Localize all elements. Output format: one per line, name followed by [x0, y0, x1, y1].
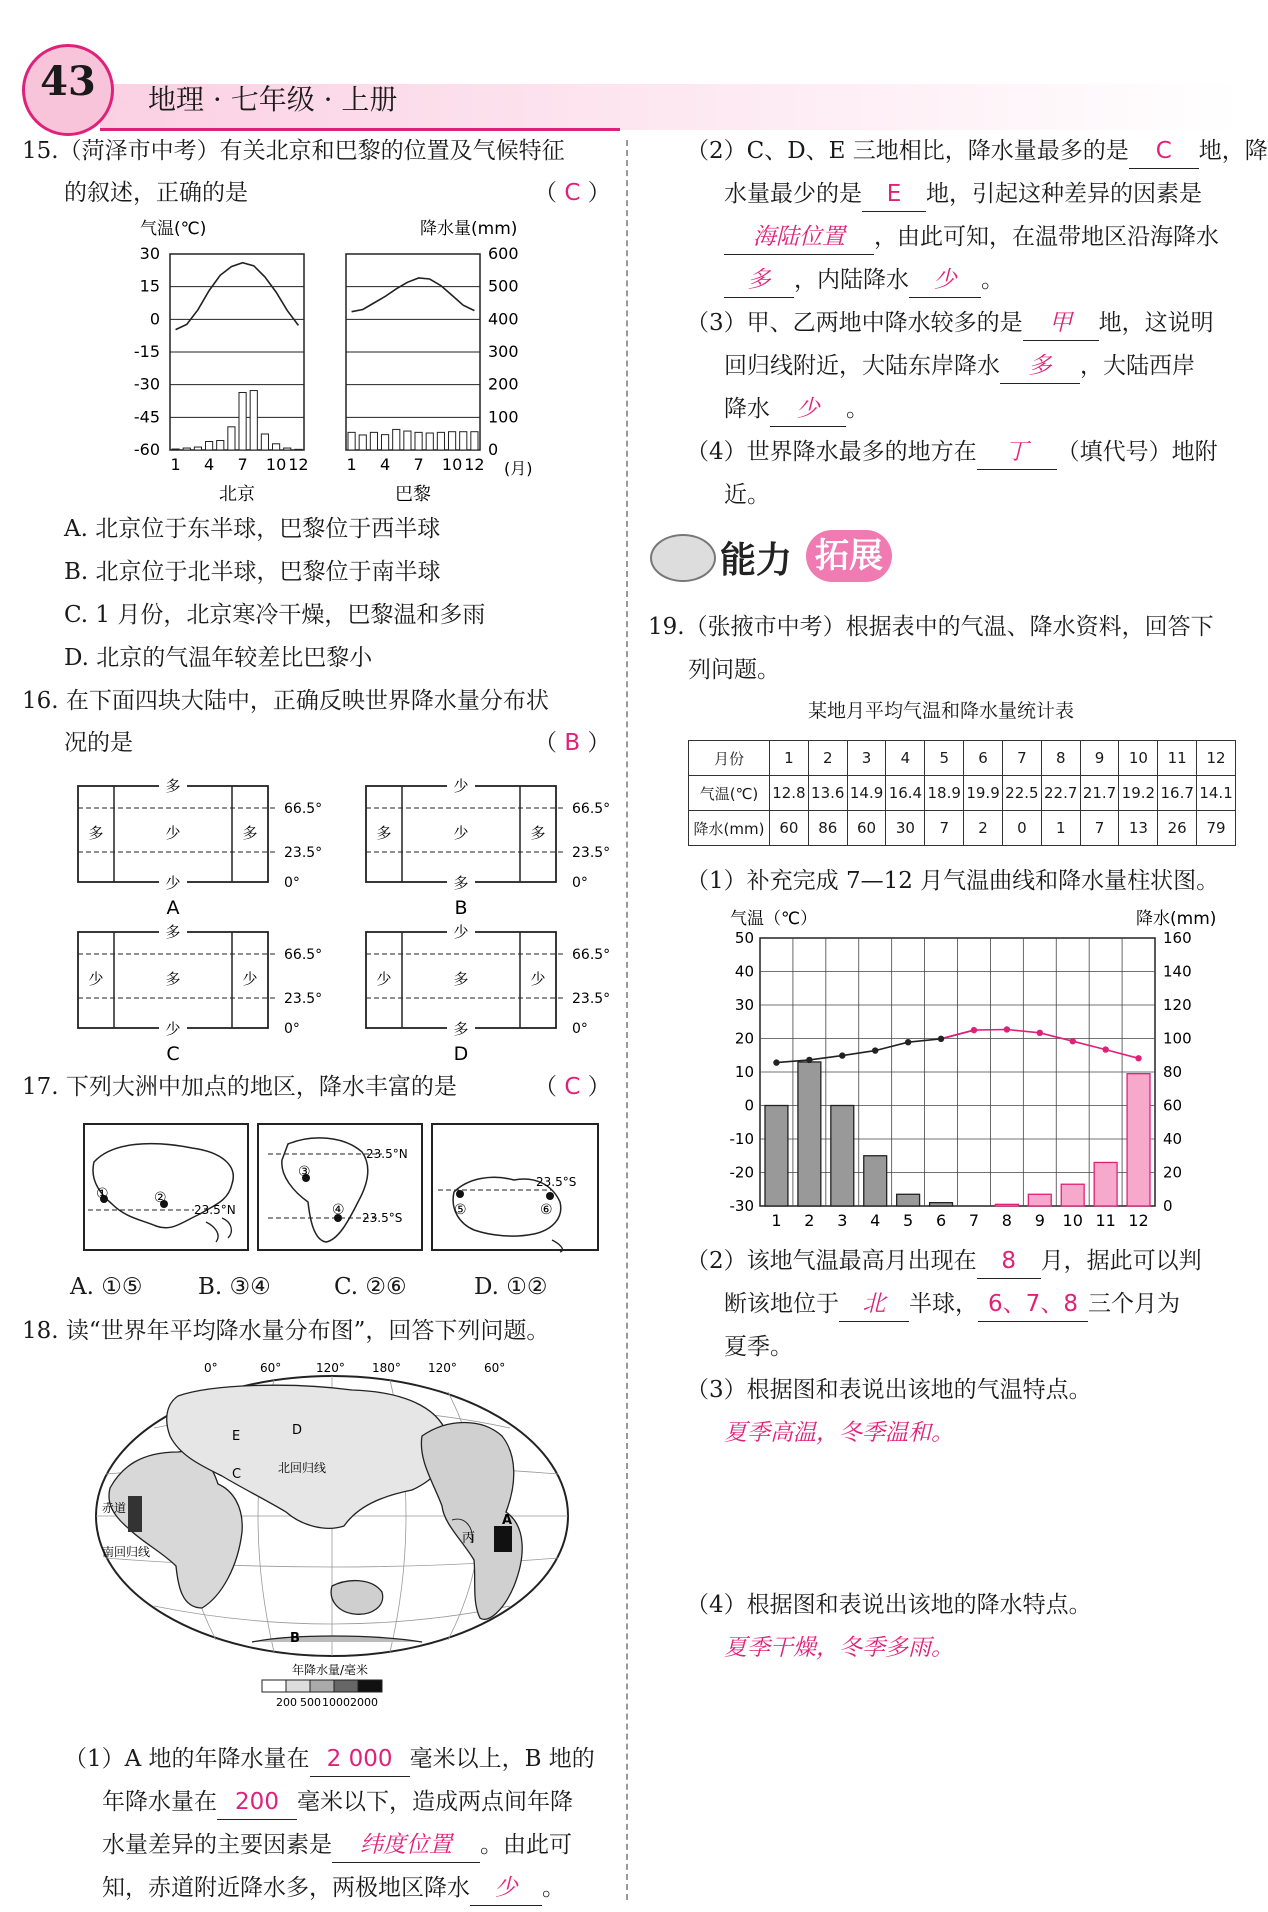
- q19-blank-3[interactable]: 6、7、8: [978, 1287, 1088, 1322]
- svg-text:⑥: ⑥: [540, 1202, 553, 1218]
- q18-blank-8[interactable]: 多: [724, 263, 794, 298]
- q18-blank-7[interactable]: 海陆位置: [724, 220, 874, 255]
- svg-text:③: ③: [298, 1164, 311, 1180]
- month-cell: 10: [1119, 741, 1158, 776]
- precip-cell: 1: [1041, 811, 1080, 846]
- q19-climate-chart: [730, 906, 1230, 1236]
- temp-cell: 16.4: [886, 776, 925, 811]
- q18-world-precip-map: [82, 1356, 582, 1716]
- precip-tick: 0: [488, 440, 499, 459]
- temp-cell: 22.5: [1002, 776, 1041, 811]
- month-cell: 11: [1158, 741, 1197, 776]
- temp-cell: 19.9: [964, 776, 1003, 811]
- precip-bar: [172, 449, 179, 450]
- q17-option-b: B. ③④: [198, 1274, 271, 1300]
- precip-right-label: 少: [242, 970, 258, 988]
- map-lon-4: 120°: [428, 1361, 457, 1375]
- month-unit: (月): [504, 459, 533, 478]
- q19-p3-answer: 夏季高温，冬季温和。: [724, 1420, 954, 1446]
- month-tick: 6: [935, 1211, 947, 1230]
- page-number: 43: [40, 58, 96, 105]
- month-cell: 1: [770, 741, 809, 776]
- q15-stem-line2: 的叙述，正确的是: [64, 180, 248, 206]
- precip-bar: [261, 434, 268, 450]
- temp-tick: 30: [734, 996, 754, 1014]
- precip-bar: [183, 448, 190, 450]
- temp-tick: -10: [729, 1130, 754, 1148]
- temp-cell: 12.8: [770, 776, 809, 811]
- map-legend-1000: 1000: [322, 1696, 350, 1709]
- latitude-label: 66.5°: [572, 947, 611, 963]
- q15-option-b: B. 北京位于北半球，巴黎位于南半球: [64, 559, 441, 585]
- precip-cell: 79: [1197, 811, 1236, 846]
- precip-bar: [426, 433, 433, 450]
- q17-lat-label-4: 23.5°S: [536, 1175, 577, 1189]
- svg-text:②: ②: [154, 1190, 167, 1206]
- q19-blank-1[interactable]: 8: [977, 1244, 1041, 1279]
- precip-bar: [284, 448, 291, 450]
- month-cell: 5: [925, 741, 964, 776]
- temp-cell: 14.9: [847, 776, 886, 811]
- month-tick: 1: [771, 1211, 782, 1230]
- month-tick: 12: [1128, 1211, 1149, 1230]
- precip-center-label: 多: [165, 970, 181, 988]
- precip-bar: [415, 432, 422, 450]
- month-tick: 1: [170, 455, 181, 474]
- temp-point: [1135, 1055, 1141, 1061]
- precip-bar: [348, 432, 355, 450]
- city-label-paris: 巴黎: [395, 484, 431, 505]
- map-lon-3: 180°: [372, 1361, 401, 1375]
- precip-bar: [295, 449, 302, 450]
- q17-stem: 17. 下列大洲中加点的地区，降水丰富的是: [22, 1074, 457, 1100]
- temp-point: [872, 1047, 878, 1053]
- q19-stat-table: [688, 740, 1236, 846]
- month-tick: 7: [237, 455, 248, 474]
- temp-point: [1070, 1038, 1076, 1044]
- precip-tick: 80: [1163, 1063, 1183, 1081]
- temp-tick: -60: [133, 440, 160, 459]
- svg-text:①: ①: [96, 1186, 109, 1202]
- month-cell: 6: [964, 741, 1003, 776]
- svg-text:⑤: ⑤: [454, 1202, 467, 1218]
- q17-map-asia: [84, 1124, 248, 1250]
- precip-tick: 60: [1163, 1096, 1183, 1115]
- precip-bottom-label: 多: [453, 874, 469, 892]
- precip-cell: 7: [1080, 811, 1119, 846]
- map-equator-label: 赤道: [102, 1501, 127, 1515]
- q17-map-africa: [258, 1124, 422, 1250]
- city-label-beijing: 北京: [219, 484, 255, 505]
- precip-bar: [370, 432, 377, 450]
- q18-p1-line2: 年降水量在 200 毫米以下，造成两点间年降: [102, 1781, 573, 1824]
- q19-p4: （4）根据图和表说出该地的降水特点。: [686, 1592, 1092, 1618]
- section-title-b: 拓展: [806, 530, 892, 582]
- q19-p1: （1）补充完成 7—12 月气温曲线和降水量柱状图。: [686, 868, 1220, 894]
- precip-right-label: 多: [242, 824, 258, 842]
- diagram-label: A: [166, 897, 180, 919]
- q18-blank-10[interactable]: 甲: [1023, 306, 1099, 341]
- precip-bar: [897, 1194, 920, 1206]
- month-tick: 1: [346, 455, 357, 474]
- row-label: 月份: [689, 741, 770, 776]
- precip-cell: 13: [1119, 811, 1158, 846]
- temp-point: [905, 1039, 911, 1045]
- precip-cell: 7: [925, 811, 964, 846]
- precip-tick: 0: [1163, 1197, 1173, 1215]
- q15-stem-line1: 15.（菏泽市中考）有关北京和巴黎的位置及气候特征: [22, 138, 565, 164]
- latitude-label: 66.5°: [284, 801, 323, 817]
- temp-tick: 20: [734, 1029, 754, 1048]
- map-legend-scale: [262, 1680, 382, 1692]
- temp-point: [773, 1059, 779, 1065]
- temp-point: [839, 1052, 845, 1058]
- temp-point: [1102, 1046, 1108, 1052]
- latitude-label: 66.5°: [284, 947, 323, 963]
- latitude-label: 23.5°: [284, 845, 323, 861]
- q18-p2-line1: （2）C、D、E 三地相比，降水量最多的是 C 地，降: [686, 130, 1268, 173]
- table-row-temps: [689, 776, 1236, 811]
- precip-top-label: 少: [453, 923, 469, 941]
- temp-point: [938, 1036, 944, 1042]
- latitude-label: 23.5°: [284, 991, 323, 1007]
- month-tick: 7: [968, 1211, 980, 1230]
- left-axis-label: 气温(℃): [140, 219, 207, 239]
- q16-answer: B: [564, 730, 581, 756]
- svg-text:丙: 丙: [462, 1531, 476, 1546]
- precip-bar: [798, 1062, 821, 1206]
- temp-tick: 30: [139, 244, 160, 263]
- q18-stem: 18. 读“世界年平均降水量分布图”，回答下列问题。: [22, 1318, 550, 1344]
- precip-cell: 0: [1002, 811, 1041, 846]
- temp-point: [1037, 1030, 1043, 1036]
- q17-option-c: C. ②⑥: [334, 1274, 407, 1300]
- diagram-label: B: [454, 897, 468, 919]
- q18-blank-5[interactable]: C: [1129, 134, 1199, 169]
- q15-option-a: A. 北京位于东半球，巴黎位于西半球: [64, 516, 441, 542]
- temp-cell: 14.1: [1197, 776, 1236, 811]
- precip-bar: [437, 432, 444, 450]
- precip-left-label: 多: [376, 824, 392, 842]
- temp-cell: 13.6: [808, 776, 847, 811]
- q17-maps: [82, 1122, 602, 1256]
- precip-top-label: 多: [165, 923, 181, 941]
- precip-tick: 400: [488, 309, 519, 329]
- q18-p4-line1: （4）世界降水最多的地方在 丁 （填代号）地附: [686, 431, 1218, 474]
- precip-bar: [217, 441, 224, 450]
- right-axis-label: 降水量(mm): [420, 219, 518, 239]
- temp-tick: 15: [139, 276, 160, 296]
- month-tick: 4: [203, 455, 215, 474]
- q17-option-d: D. ①②: [474, 1274, 548, 1300]
- q17-answer-paren: （ C ）: [534, 1074, 611, 1100]
- month-cell: 9: [1080, 741, 1119, 776]
- q17-option-a: A. ①⑤: [70, 1274, 143, 1300]
- q18-p1-line1: （1）A 地的年降水量在 2 000 毫米以上，B 地的: [64, 1738, 595, 1781]
- q18-blank-12[interactable]: 少: [770, 392, 846, 427]
- q19-p2-line2: 断该地位于 北 半球， 6、7、8 三个月为: [724, 1283, 1180, 1326]
- diagram-label: C: [166, 1043, 180, 1065]
- month-tick: 3: [837, 1211, 848, 1230]
- precip-bar: [1127, 1074, 1150, 1206]
- svg-text:C: C: [232, 1467, 242, 1482]
- q19-p3: （3）根据图和表说出该地的气温特点。: [686, 1377, 1092, 1403]
- q16-stem-line2: 况的是: [64, 730, 133, 756]
- temp-point: [806, 1057, 812, 1063]
- q19-p4-answer: 夏季干燥，冬季多雨。: [724, 1635, 954, 1661]
- map-tropic-label: 北回归线: [278, 1461, 327, 1475]
- svg-text:B: B: [290, 1631, 300, 1646]
- precip-bar: [239, 393, 246, 450]
- precip-bar: [765, 1106, 788, 1207]
- month-tick: 10: [441, 455, 463, 474]
- q15-answer-paren: （ C ）: [534, 180, 611, 206]
- q18-p3-line3: 降水 少 。: [724, 388, 869, 431]
- q18-p2-line2: 水量最少的是 E 地，引起这种差异的因素是: [724, 173, 1202, 216]
- q15-climate-charts: [120, 214, 550, 504]
- q19-stem-line2: 列问题。: [688, 657, 780, 683]
- month-tick: 12: [288, 455, 309, 474]
- month-tick: 5: [903, 1211, 914, 1230]
- month-tick: 8: [1001, 1211, 1012, 1230]
- q16-answer-paren: （ B ）: [534, 730, 611, 756]
- page-header-title: 地理 · 七年级 · 上册: [148, 83, 398, 116]
- latitude-label: 23.5°: [572, 845, 611, 861]
- map-lon-1: 60°: [260, 1361, 282, 1375]
- precip-cell: 60: [847, 811, 886, 846]
- month-tick: 9: [1034, 1211, 1045, 1230]
- q16-continent-diagrams: [60, 770, 620, 1070]
- precip-tick: 600: [488, 244, 519, 263]
- q18-blank-9[interactable]: 少: [909, 263, 981, 298]
- temp-cell: 18.9: [925, 776, 964, 811]
- q18-p4-line2: 近。: [724, 482, 770, 508]
- temp-tick: -15: [133, 342, 160, 361]
- precip-bar: [471, 432, 478, 450]
- month-tick: 11: [1095, 1211, 1116, 1230]
- precip-center-label: 多: [453, 970, 469, 988]
- q18-p2-line4: 多 ，内陆降水 少 。: [724, 259, 1004, 302]
- latitude-label: 66.5°: [572, 801, 611, 817]
- precip-bar: [250, 391, 257, 450]
- svg-text:E: E: [232, 1429, 241, 1444]
- row-label: 降水(mm): [689, 811, 770, 846]
- month-cell: 7: [1002, 741, 1041, 776]
- precip-right-label: 少: [530, 970, 546, 988]
- precip-cell: 26: [1158, 811, 1197, 846]
- precip-bar: [864, 1156, 887, 1206]
- precip-bar: [228, 427, 235, 450]
- precip-bar: [1061, 1184, 1084, 1206]
- temp-tick: 0: [744, 1096, 754, 1115]
- precip-bar: [831, 1106, 854, 1207]
- precip-bar: [1094, 1162, 1117, 1206]
- precip-bar: [273, 444, 280, 450]
- precip-bar: [393, 429, 400, 450]
- section-banner: [648, 526, 908, 590]
- temp-cell: 19.2: [1119, 776, 1158, 811]
- precip-bottom-label: 少: [165, 874, 181, 892]
- map-lon-2: 120°: [316, 1361, 345, 1375]
- precip-bottom-label: 少: [165, 1020, 181, 1038]
- precip-bar: [359, 435, 366, 450]
- temp-tick: -30: [133, 374, 160, 394]
- precip-tick: 100: [488, 407, 519, 427]
- precip-bar: [404, 431, 411, 450]
- q18-blank-3[interactable]: 纬度位置: [332, 1828, 480, 1863]
- precip-left-label: 多: [88, 824, 104, 842]
- precip-bottom-label: 多: [453, 1020, 469, 1038]
- svg-text:D: D: [292, 1423, 303, 1438]
- precip-top-label: 多: [165, 777, 181, 795]
- temp-point: [971, 1027, 977, 1033]
- q19-stem-line1: 19.（张掖市中考）根据表中的气温、降水资料，回答下: [648, 614, 1214, 640]
- precip-bar: [930, 1203, 953, 1206]
- map-legend-200: 200: [276, 1696, 297, 1709]
- q15-option-c: C. 1 月份，北京寒冷干燥，巴黎温和多雨: [64, 602, 486, 628]
- precip-tick: 40: [1163, 1130, 1183, 1148]
- precip-left-label: 少: [376, 970, 392, 988]
- svg-text:④: ④: [332, 1202, 345, 1218]
- map-lon-0: 0°: [204, 1361, 218, 1375]
- palette-icon: [650, 534, 716, 582]
- precip-right-label: 多: [530, 824, 546, 842]
- temp-tick: 50: [734, 929, 754, 947]
- q15-answer: C: [564, 180, 581, 206]
- precip-bar: [1028, 1194, 1051, 1206]
- month-cell: 8: [1041, 741, 1080, 776]
- precip-tick: 120: [1163, 996, 1192, 1014]
- month-tick: 10: [265, 455, 287, 474]
- precip-center-label: 少: [453, 824, 469, 842]
- precip-bar: [382, 435, 389, 450]
- map-lon-5: 60°: [484, 1361, 506, 1375]
- q15-option-d: D. 北京的气温年较差比巴黎小: [64, 645, 373, 671]
- precip-bar: [460, 432, 467, 450]
- temp-tick: -30: [729, 1197, 754, 1215]
- q18-p1-line4: 知，赤道附近降水多，两极地区降水 少 。: [102, 1867, 565, 1910]
- q18-blank-11[interactable]: 多: [1000, 349, 1080, 384]
- month-cell: 3: [847, 741, 886, 776]
- q18-p3-line1: （3）甲、乙两地中降水较多的是 甲 地，这说明: [686, 302, 1214, 345]
- precip-cell: 86: [808, 811, 847, 846]
- month-cell: 2: [808, 741, 847, 776]
- month-tick: 7: [413, 455, 424, 474]
- month-cell: 4: [886, 741, 925, 776]
- precip-center-label: 少: [165, 824, 181, 842]
- chart-right-axis-label: 降水(mm): [1136, 909, 1217, 929]
- q17-lat-label-3: 23.5°S: [362, 1211, 403, 1225]
- q17-answer: C: [564, 1074, 581, 1100]
- q17-map-australia: [432, 1124, 598, 1252]
- precip-bar: [206, 442, 213, 450]
- month-tick: 4: [379, 455, 391, 474]
- latitude-label: 0°: [284, 1021, 300, 1037]
- temp-tick: -20: [729, 1163, 754, 1182]
- precip-cell: 2: [964, 811, 1003, 846]
- q19-p2-line3: 夏季。: [724, 1334, 793, 1360]
- table-row-precip: [689, 811, 1236, 846]
- map-legend-title: 年降水量/毫米: [292, 1663, 369, 1677]
- column-divider: [626, 140, 628, 1900]
- precip-cell: 60: [770, 811, 809, 846]
- temp-point: [1004, 1026, 1010, 1032]
- temp-tick: -45: [133, 407, 160, 427]
- precip-bar: [194, 447, 201, 450]
- svg-text:A: A: [502, 1513, 513, 1528]
- chart-left-axis-label: 气温（℃）: [730, 909, 818, 929]
- q18-blank-4[interactable]: 少: [470, 1871, 542, 1906]
- q16-stem-line1: 16. 在下面四块大陆中，正确反映世界降水量分布状: [22, 688, 549, 714]
- latitude-label: 23.5°: [572, 991, 611, 1007]
- month-tick: 10: [1062, 1211, 1083, 1230]
- q17-lat-label-1: 23.5°N: [194, 1203, 236, 1217]
- temp-tick: 10: [734, 1063, 754, 1081]
- map-legend-2000: 2000: [350, 1696, 378, 1709]
- temp-tick: 40: [734, 962, 754, 981]
- precip-tick: 160: [1163, 929, 1192, 947]
- precip-tick: 200: [488, 374, 519, 394]
- precip-top-label: 少: [453, 777, 469, 795]
- precip-left-label: 少: [88, 970, 104, 988]
- q18-blank-2[interactable]: 200: [217, 1785, 297, 1820]
- precip-tick: 100: [1163, 1029, 1192, 1048]
- q19-table-title: 某地月平均气温和降水量统计表: [808, 700, 1075, 722]
- precip-bar: [449, 432, 456, 450]
- map-legend-500: 500: [300, 1696, 321, 1709]
- month-tick: 12: [464, 455, 485, 474]
- q18-p1-line3: 水量差异的主要因素是 纬度位置 。由此可: [102, 1824, 572, 1867]
- latitude-label: 0°: [284, 875, 300, 891]
- q18-p2-line3: 海陆位置 ，由此可知，在温带地区沿海降水: [724, 216, 1219, 259]
- precip-tick: 140: [1163, 962, 1192, 981]
- section-title-a: 能力: [720, 540, 793, 581]
- q18-blank-13[interactable]: 丁: [977, 435, 1057, 470]
- q19-blank-2[interactable]: 北: [839, 1287, 909, 1322]
- q18-blank-6[interactable]: E: [862, 177, 926, 212]
- temp-cell: 16.7: [1158, 776, 1197, 811]
- precip-bar: [995, 1204, 1018, 1206]
- precip-cell: 30: [886, 811, 925, 846]
- q17-lat-label-2: 23.5°N: [366, 1147, 408, 1161]
- map-south-tropic-label: 南回归线: [102, 1545, 151, 1559]
- temp-cell: 22.7: [1041, 776, 1080, 811]
- latitude-label: 0°: [572, 1021, 588, 1037]
- precip-tick: 300: [488, 342, 519, 361]
- month-cell: 12: [1197, 741, 1236, 776]
- row-label: 气温(℃): [689, 776, 770, 811]
- month-tick: 4: [870, 1211, 881, 1230]
- diagram-label: D: [453, 1043, 469, 1065]
- precip-tick: 20: [1163, 1163, 1183, 1182]
- q18-p3-line2: 回归线附近，大陆东岸降水 多 ，大陆西岸: [724, 345, 1195, 388]
- q18-blank-1[interactable]: 2 000: [310, 1742, 410, 1777]
- latitude-label: 0°: [572, 875, 588, 891]
- q19-p2-line1: （2）该地气温最高月出现在 8 月，据此可以判: [686, 1240, 1202, 1283]
- precip-tick: 500: [488, 276, 519, 296]
- temp-cell: 21.7: [1080, 776, 1119, 811]
- temp-tick: 0: [149, 309, 160, 329]
- table-row-months: [689, 741, 1236, 776]
- month-tick: 2: [804, 1211, 815, 1230]
